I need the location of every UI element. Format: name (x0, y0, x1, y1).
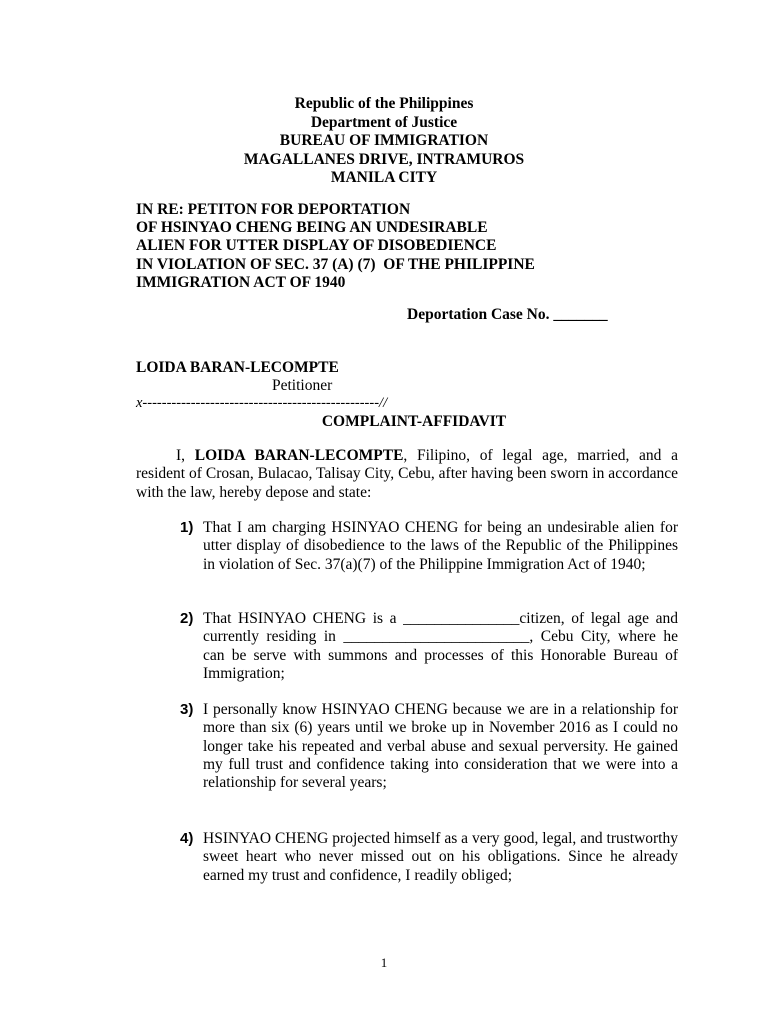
intro-body: , Filipino, of legal age, married, and a resident of Crosan, Bulacao, Talisay City, Cebu, after having been sworn in accordance with the law, hereby depose and state: (136, 447, 679, 501)
in-re-line: ALIEN FOR UTTER DISPLAY OF DISOBEDIENCE (136, 237, 497, 255)
numbered-paragraph (180, 519, 678, 574)
header-department: Department of Justice (310, 113, 458, 131)
deportation-case-number: Deportation Case No. _______ (407, 306, 608, 323)
petitioner-label: Petitioner (272, 377, 333, 394)
affiant-name: LOIDA BARAN-LECOMPTE (194, 447, 404, 464)
petitioner-name: LOIDA BARAN-LECOMPTE (136, 359, 339, 376)
paragraph-text: HSINYAO CHENG projected himself as a very good, legal, and trustworthy sweet heart who never missed out on his obligations. Since he already earned my trust and confidence, I readily obliged; (203, 830, 678, 884)
document-header (0, 95, 768, 188)
paragraph-text: I personally know HSINYAO CHENG because we are in a relationship for more than six (6) years until we broke up in November 2016 as I could no longer take his repeated and verbal abuse and sexual perversity. He gained my full trust and confidence taking into consideration that we were into a relationship for several years; (203, 701, 678, 792)
in-re-line: IN RE: PETITON FOR DEPORTATION (136, 201, 411, 218)
header-city: MANILA CITY (330, 169, 438, 187)
header-bureau: BUREAU OF IMMIGRATION (279, 132, 489, 150)
document-title: COMPLAINT-AFFIDAVIT (321, 413, 507, 430)
numbered-paragraph (180, 830, 678, 885)
paragraph-number: 2) (180, 610, 194, 627)
page-number: 1 (380, 955, 388, 970)
paragraph-number: 1) (180, 519, 194, 536)
numbered-paragraph (180, 701, 678, 792)
in-re-line: OF HSINYAO CHENG BEING AN UNDESIRABLE (136, 219, 488, 237)
in-re-caption (136, 201, 535, 292)
paragraph-number: 4) (180, 830, 194, 847)
numbered-paragraph (180, 610, 678, 683)
header-republic: Republic of the Philippines (294, 95, 474, 112)
intro-prefix: I, (176, 447, 195, 464)
caption-separator: x-------------------------------------------------// (136, 395, 388, 411)
paragraph-text: That I am charging HSINYAO CHENG for being an undesirable alien for utter display of disobedience to the laws of the Republic of the Philippines in violation of Sec. 37(a)(7) of the Philippine Immigration Act of 1940; (203, 519, 678, 573)
paragraph-text: That HSINYAO CHENG is a _______________citizen, of legal age and currently residing in ________________________, Cebu City, where he can be serve with summons and processes of this Honorable Bureau of Immigration; (203, 610, 678, 682)
header-address: MAGALLANES DRIVE, INTRAMUROS (243, 150, 525, 168)
paragraph-number: 3) (180, 701, 194, 718)
in-re-line: IN VIOLATION OF SEC. 37 (A) (7) OF THE PHILIPPINE (136, 255, 535, 273)
in-re-line: IMMIGRATION ACT OF 1940 (136, 273, 346, 291)
intro-paragraph (136, 447, 678, 502)
